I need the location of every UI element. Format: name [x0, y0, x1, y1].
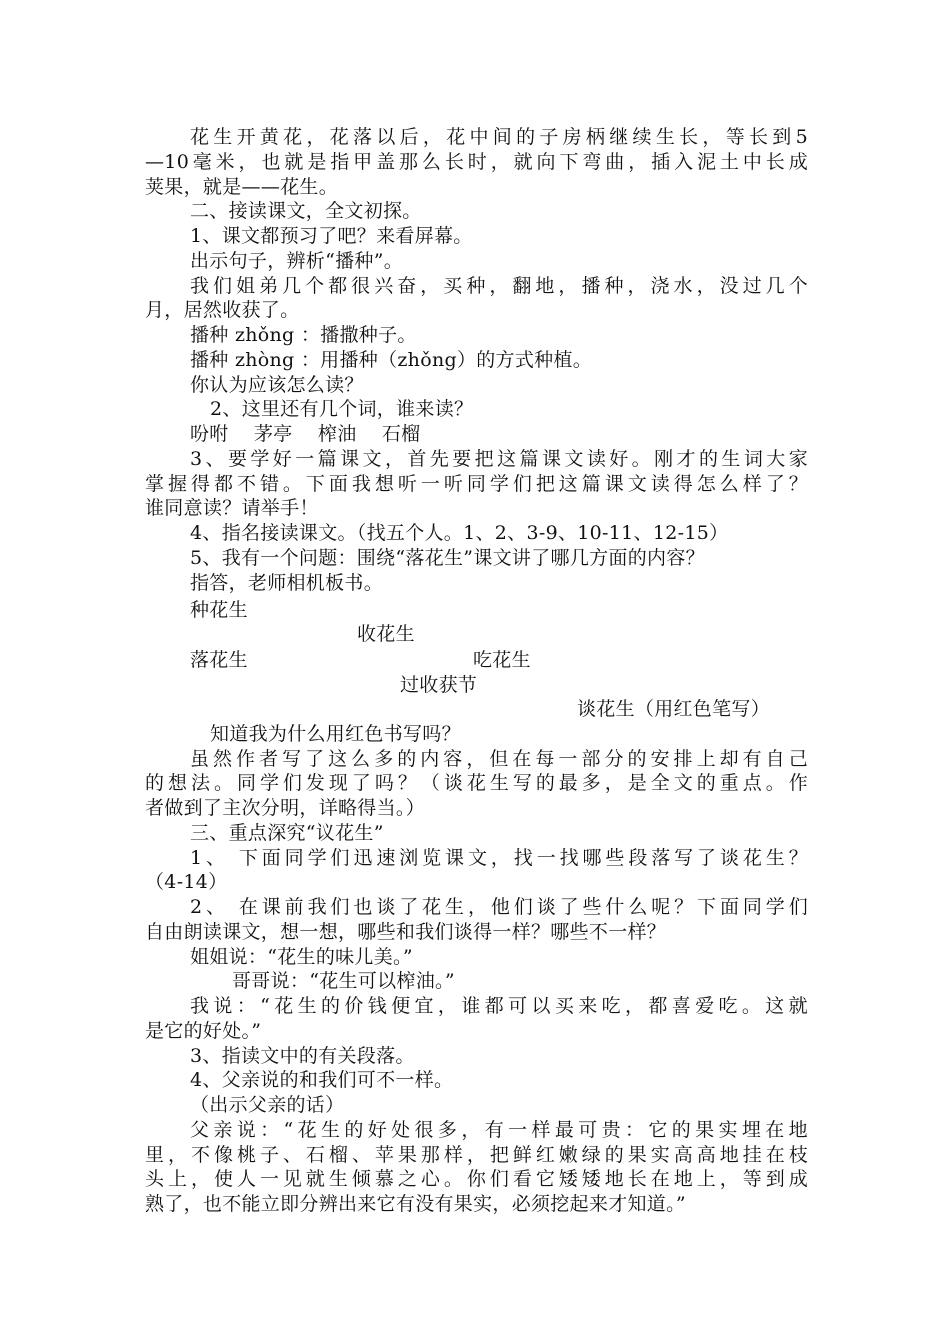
text-line: 荚果，就是——花生。: [145, 176, 339, 198]
text-line: —10毫米，也就是指甲盖那么长时，就向下弯曲，插入泥土中长成: [145, 151, 808, 173]
text-line: 4、父亲说的和我们可不一样。: [190, 1069, 454, 1091]
text-line: 是它的好处。”: [145, 1020, 262, 1042]
board-item: 种花生: [190, 599, 248, 621]
text-line: 里，不像桃子、石榴、苹果那样，把鲜红嫩绿的果实高高地挂在枝: [145, 1144, 808, 1166]
board-item: 过收获节: [400, 674, 478, 696]
text-line: 父亲说：“花生的好处很多，有一样最可贵：它的果实埋在地: [190, 1119, 808, 1141]
text-line: 姐姐说：“花生的味儿美。”: [190, 946, 413, 968]
board-item: 谈花生（用红色笔写）: [577, 698, 771, 720]
text-line: 掌握得都不错。下面我想听一听同学们把这篇课文读得怎么样了？: [145, 473, 808, 495]
text-line: 哥哥说：“花生可以榨油。”: [232, 970, 455, 992]
text-line: 头上，使人一见就生倾慕之心。你们看它矮矮地长在地上，等到成: [145, 1168, 808, 1190]
text-line: 花生开黄花，花落以后，花中间的子房柄继续生长，等长到5: [190, 126, 808, 148]
board-item: 收花生: [357, 623, 415, 645]
text-line: 你认为应该怎么读？: [190, 374, 364, 396]
vocabulary-line: 吩咐 茅亭 榨油 石榴: [190, 423, 421, 445]
text-line: 2、这里还有几个词，谁来读？: [210, 398, 474, 420]
text-line: 5、我有一个问题：围绕“落花生”课文讲了哪几方面的内容？: [190, 547, 705, 569]
text-line: 的想法。同学们发现了吗？（谈花生写的最多，是全文的重点。作: [145, 772, 808, 794]
text-line: 我们姐弟几个都很兴奋，买种，翻地，播种，浇水，没过几个: [190, 275, 808, 297]
text-line: 播种 zhǒng ：播撒种子。: [190, 324, 417, 346]
text-line: 自由朗读课文，想一想，哪些和我们谈得一样？哪些不一样？: [145, 921, 667, 943]
section-heading: 三、重点深究“议花生”: [190, 822, 384, 844]
text-line: 出示句子，辨析“播种”。: [190, 250, 404, 272]
text-line: 熟了，也不能立即分辨出来它有没有果实，必须挖起来才知道。”: [145, 1193, 686, 1215]
text-line: 虽然作者写了这么多的内容，但在每一部分的安排上却有自己: [190, 748, 808, 770]
text-line: 2、 在课前我们也谈了花生，他们谈了些什么呢？下面同学们: [190, 896, 808, 918]
text-line: 1、 下面同学们迅速浏览课文，找一找哪些段落写了谈花生？: [190, 847, 808, 869]
text-line: 谁同意读？请举手！: [145, 497, 319, 519]
board-item: 落花生: [190, 649, 248, 671]
text-line: （出示父亲的话）: [190, 1094, 345, 1116]
text-line: 者做到了主次分明，详略得当。）: [145, 797, 426, 819]
text-line: 3、要学好一篇课文，首先要把这篇课文读好。刚才的生词大家: [190, 448, 808, 470]
text-line: 播种 zhòng ：用播种（zhǒng）的方式种植。: [190, 349, 593, 371]
text-line: 3、指读文中的有关段落。: [190, 1045, 415, 1067]
section-heading: 二、接读课文，全文初探。: [190, 200, 422, 222]
text-line: （4-14）: [145, 871, 228, 893]
board-item: 吃花生: [473, 649, 531, 671]
text-line: 知道我为什么用红色书写吗？: [210, 723, 461, 745]
text-line: 指答，老师相机板书。: [190, 572, 384, 594]
text-line: 4、指名接读课文。（找五个人。1、2、3-9、10-11、12-15）: [190, 522, 729, 544]
text-line: 我说：“花生的价钱便宜，谁都可以买来吃，都喜爱吃。这就: [190, 995, 808, 1017]
text-line: 1、课文都预习了吧？来看屏幕。: [190, 225, 473, 247]
text-line: 月，居然收获了。: [145, 299, 300, 321]
